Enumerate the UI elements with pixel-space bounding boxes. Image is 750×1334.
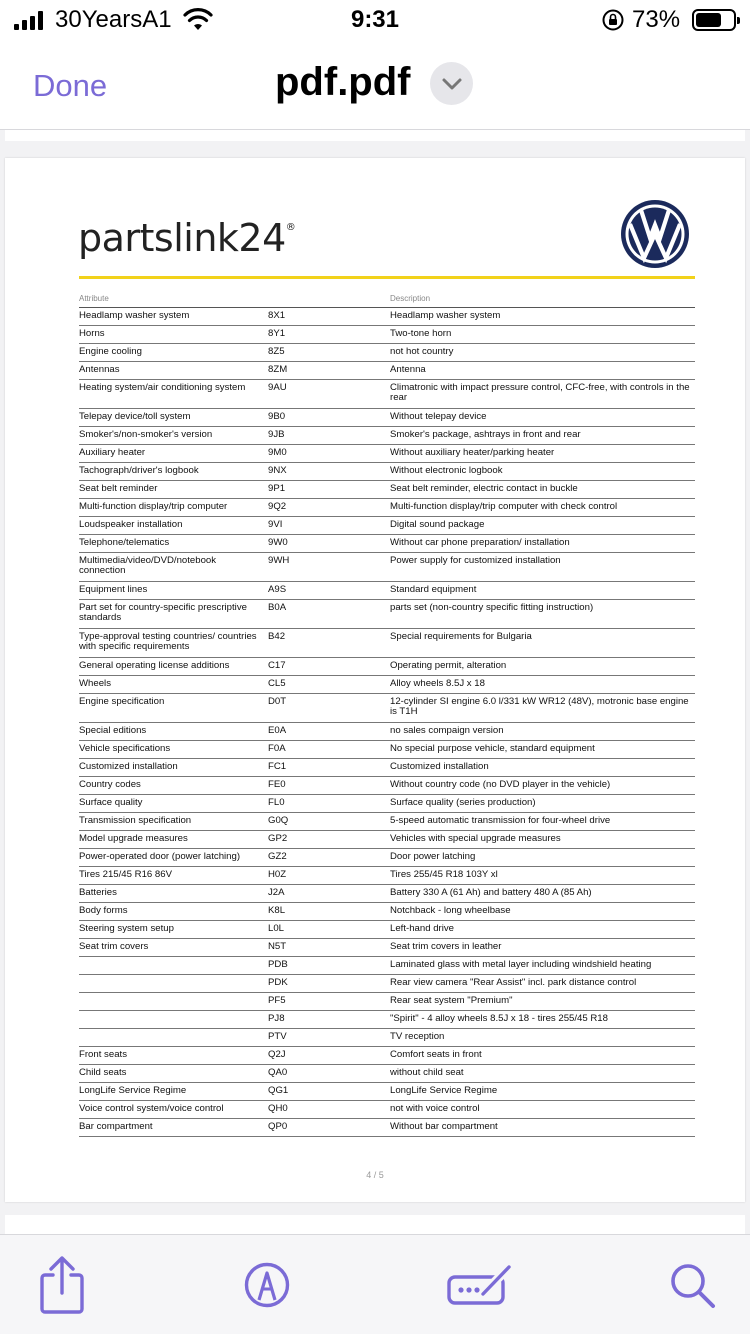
row-attribute: Seat belt reminder: [79, 483, 158, 494]
table-header: [79, 294, 695, 308]
row-description: Antenna: [390, 364, 426, 375]
table-row: [79, 694, 695, 723]
search-button[interactable]: [662, 1255, 722, 1315]
row-description: no sales compaign version: [390, 725, 504, 736]
row-code: 9M0: [268, 447, 287, 458]
row-attribute: Smoker's/non-smoker's version: [79, 429, 213, 440]
row-attribute: Front seats: [79, 1049, 127, 1060]
row-description: Standard equipment: [390, 584, 477, 595]
carrier-name: 30YearsA1: [55, 6, 172, 33]
row-code: J2A: [268, 887, 285, 898]
row-code: G0Q: [268, 815, 289, 826]
row-attribute: Tachograph/driver's logbook: [79, 465, 199, 476]
row-attribute: Headlamp washer system: [79, 310, 190, 321]
row-description: Battery 330 A (61 Ah) and battery 480 A (85 Ah): [390, 887, 592, 898]
table-row: [79, 1065, 695, 1083]
row-description: Door power latching: [390, 851, 476, 862]
table-row: [79, 777, 695, 795]
status-bar: [0, 0, 750, 44]
row-code: 9W0: [268, 537, 288, 548]
table-row: [79, 813, 695, 831]
row-description: Rear view camera "Rear Assist" incl. park distance control: [390, 977, 637, 988]
battery-icon: [692, 9, 736, 31]
pdf-viewer[interactable]: [0, 130, 750, 1234]
previous-page-edge: [5, 130, 745, 141]
row-code: PDK: [268, 977, 288, 988]
header-attribute: Attribute: [79, 294, 109, 303]
table-row: [79, 676, 695, 694]
row-description: Vehicles with special upgrade measures: [390, 833, 561, 844]
table-body: [79, 308, 695, 1137]
row-code: 9AU: [268, 382, 287, 393]
document-title[interactable]: pdf.pdf: [275, 60, 411, 104]
table-row: [79, 658, 695, 676]
row-description: TV reception: [390, 1031, 445, 1042]
row-attribute: Loudspeaker installation: [79, 519, 183, 530]
row-code: Q2J: [268, 1049, 286, 1060]
row-description: "Spirit" - 4 alloy wheels 8.5J x 18 - tires 255/45 R18: [390, 1013, 608, 1024]
row-description: Two-tone horn: [390, 328, 452, 339]
row-description: Special requirements for Bulgaria: [390, 631, 532, 642]
row-attribute: Horns: [79, 328, 105, 339]
row-code: PDB: [268, 959, 288, 970]
row-code: QG1: [268, 1085, 289, 1096]
table-row: [79, 553, 695, 582]
row-attribute: Customized installation: [79, 761, 178, 772]
row-description: parts set (non-country specific fitting instruction): [390, 602, 594, 613]
partslink24-logo: partslink24®: [78, 216, 296, 260]
row-attribute: Multimedia/video/DVD/notebook connection: [79, 555, 217, 576]
table-row: [79, 409, 695, 427]
signature-icon: [445, 1261, 515, 1309]
table-row: [79, 831, 695, 849]
row-attribute: Body forms: [79, 905, 128, 916]
row-description: Power supply for customized installation: [390, 555, 561, 566]
clock: 9:31: [350, 6, 400, 33]
table-row: [79, 957, 695, 975]
row-code: 9WH: [268, 555, 290, 566]
row-description: Comfort seats in front: [390, 1049, 482, 1060]
row-code: 8Z5: [268, 346, 285, 357]
row-attribute: [79, 1032, 268, 1046]
header-description: Description: [390, 294, 431, 303]
vw-logo-icon: [619, 198, 691, 270]
row-description: Seat belt reminder, electric contact in buckle: [390, 483, 578, 494]
chevron-down-icon: [441, 77, 463, 91]
row-description: Without telepay device: [390, 411, 487, 422]
row-description: Without bar compartment: [390, 1121, 498, 1132]
row-description: Multi-function display/trip computer with check control: [390, 501, 618, 512]
row-code: FL0: [268, 797, 285, 808]
row-code: K8L: [268, 905, 286, 916]
table-row: [79, 903, 695, 921]
row-attribute: Country codes: [79, 779, 141, 790]
bottom-toolbar: [0, 1234, 750, 1334]
row-attribute: Type-approval testing countries/ countries with specific requirements: [79, 631, 257, 652]
row-description: 12-cylinder SI engine 6.0 l/331 kW WR12 (48V), motronic base engine is T1H: [390, 696, 689, 717]
table-row: [79, 921, 695, 939]
row-code: E0A: [268, 725, 287, 736]
row-attribute: Steering system setup: [79, 923, 174, 934]
row-code: 9VI: [268, 519, 283, 530]
table-row: [79, 1083, 695, 1101]
row-description: LongLife Service Regime: [390, 1085, 498, 1096]
table-row: [79, 308, 695, 326]
row-description: No special purpose vehicle, standard equipment: [390, 743, 595, 754]
row-code: B0A: [268, 602, 287, 613]
row-code: 9Q2: [268, 501, 287, 512]
row-description: Seat trim covers in leather: [390, 941, 502, 952]
row-description: Without auxiliary heater/parking heater: [390, 447, 555, 458]
row-attribute: Heating system/air conditioning system: [79, 382, 246, 393]
row-attribute: Vehicle specifications: [79, 743, 171, 754]
table-row: [79, 344, 695, 362]
row-description: Rear seat system "Premium": [390, 995, 513, 1006]
battery-percentage: 73%: [632, 6, 681, 33]
table-row: [79, 427, 695, 445]
row-attribute: Antennas: [79, 364, 120, 375]
table-row: [79, 741, 695, 759]
row-description: not with voice control: [390, 1103, 480, 1114]
row-description: Digital sound package: [390, 519, 485, 530]
table-row: [79, 1119, 695, 1137]
row-description: Left-hand drive: [390, 923, 454, 934]
navigation-bar: [0, 44, 750, 130]
table-row: [79, 582, 695, 600]
row-attribute: Seat trim covers: [79, 941, 149, 952]
table-row: [79, 326, 695, 344]
row-code: L0L: [268, 923, 285, 934]
row-description: Smoker's package, ashtrays in front and rear: [390, 429, 581, 440]
row-code: C17: [268, 660, 286, 671]
row-code: H0Z: [268, 869, 287, 880]
row-code: PF5: [268, 995, 286, 1006]
rotation-lock-icon: [601, 8, 625, 32]
row-attribute: Equipment lines: [79, 584, 148, 595]
table-row: [79, 499, 695, 517]
row-description: Operating permit, alteration: [390, 660, 507, 671]
row-attribute: Multi-function display/trip computer: [79, 501, 228, 512]
row-code: PJ8: [268, 1013, 285, 1024]
row-attribute: Child seats: [79, 1067, 127, 1078]
pdf-page: [5, 158, 745, 1202]
row-attribute: Auxiliary heater: [79, 447, 146, 458]
row-code: FC1: [268, 761, 287, 772]
row-code: N5T: [268, 941, 287, 952]
page-indicator: 4 / 5: [366, 1170, 384, 1180]
row-code: A9S: [268, 584, 287, 595]
row-description: Without country code (no DVD player in the vehicle): [390, 779, 611, 790]
row-attribute: Surface quality: [79, 797, 143, 808]
row-code: 9B0: [268, 411, 286, 422]
table-row: [79, 975, 695, 993]
share-button[interactable]: [32, 1255, 92, 1315]
row-description: 5-speed automatic transmission for four-wheel drive: [390, 815, 611, 826]
table-row: [79, 993, 695, 1011]
row-attribute: Wheels: [79, 678, 111, 689]
table-row: [79, 600, 695, 629]
table-row: [79, 517, 695, 535]
row-attribute: LongLife Service Regime: [79, 1085, 187, 1096]
row-attribute: Part set for country-specific prescriptive standards: [79, 602, 247, 623]
table-row: [79, 463, 695, 481]
header-code: [268, 294, 390, 307]
table-row: [79, 723, 695, 741]
row-description: Surface quality (series production): [390, 797, 536, 808]
row-description: Without car phone preparation/ installation: [390, 537, 570, 548]
row-attribute: Telepay device/toll system: [79, 411, 191, 422]
table-row: [79, 1029, 695, 1047]
table-row: [79, 481, 695, 499]
row-attribute: Engine cooling: [79, 346, 142, 357]
row-attribute: Telephone/telematics: [79, 537, 170, 548]
table-row: [79, 759, 695, 777]
row-code: 9P1: [268, 483, 286, 494]
row-attribute: [79, 996, 268, 1010]
row-code: QP0: [268, 1121, 288, 1132]
row-code: PTV: [268, 1031, 287, 1042]
row-code: GZ2: [268, 851, 287, 862]
title-menu-button[interactable]: [430, 62, 473, 105]
row-description: Without electronic logbook: [390, 465, 503, 476]
row-attribute: Batteries: [79, 887, 117, 898]
row-code: 8X1: [268, 310, 286, 321]
markup-icon: [243, 1261, 291, 1309]
row-description: Tires 255/45 R18 103Y xl: [390, 869, 498, 880]
row-code: GP2: [268, 833, 288, 844]
row-code: 8ZM: [268, 364, 288, 375]
row-description: without child seat: [390, 1067, 464, 1078]
row-attribute: Power-operated door (power latching): [79, 851, 241, 862]
row-attribute: Tires 215/45 R16 86V: [79, 869, 172, 880]
table-row: [79, 1101, 695, 1119]
row-attribute: Engine specification: [79, 696, 165, 707]
table-row: [79, 629, 695, 658]
row-code: FE0: [268, 779, 286, 790]
row-attribute: [79, 978, 268, 992]
table-row: [79, 885, 695, 903]
table-row: [79, 867, 695, 885]
table-row: [79, 939, 695, 957]
row-code: 9NX: [268, 465, 287, 476]
row-code: F0A: [268, 743, 286, 754]
header-divider: [79, 276, 695, 279]
row-description: Laminated glass with metal layer including windshield heating: [390, 959, 652, 970]
row-attribute: Special editions: [79, 725, 147, 736]
markup-button[interactable]: [237, 1255, 297, 1315]
row-description: Notchback - long wheelbase: [390, 905, 511, 916]
row-attribute: [79, 960, 268, 974]
done-button[interactable]: Done: [33, 68, 108, 103]
row-description: not hot country: [390, 346, 454, 357]
row-attribute: Bar compartment: [79, 1121, 153, 1132]
signature-button[interactable]: [445, 1255, 515, 1315]
row-description: Customized installation: [390, 761, 489, 772]
table-row: [79, 1047, 695, 1065]
table-row: [79, 445, 695, 463]
row-code: QH0: [268, 1103, 288, 1114]
table-row: [79, 849, 695, 867]
row-description: Headlamp washer system: [390, 310, 501, 321]
table-row: [79, 535, 695, 553]
row-description: Alloy wheels 8.5J x 18: [390, 678, 485, 689]
row-attribute: General operating license additions: [79, 660, 230, 671]
table-row: [79, 362, 695, 380]
row-attribute: Transmission specification: [79, 815, 192, 826]
row-code: 9JB: [268, 429, 285, 440]
row-code: B42: [268, 631, 286, 642]
row-description: Climatronic with impact pressure control, CFC-free, with controls in the rear: [390, 382, 690, 403]
row-code: CL5: [268, 678, 286, 689]
row-code: D0T: [268, 696, 287, 707]
row-attribute: [79, 1014, 268, 1028]
row-attribute: Voice control system/voice control: [79, 1103, 224, 1114]
row-code: 8Y1: [268, 328, 286, 339]
row-code: QA0: [268, 1067, 288, 1078]
table-row: [79, 380, 695, 409]
share-icon: [36, 1255, 88, 1315]
table-row: [79, 1011, 695, 1029]
row-attribute: Model upgrade measures: [79, 833, 188, 844]
attributes-table: [79, 294, 695, 1137]
next-page-edge: [5, 1215, 745, 1234]
table-row: [79, 795, 695, 813]
search-icon: [667, 1260, 717, 1310]
